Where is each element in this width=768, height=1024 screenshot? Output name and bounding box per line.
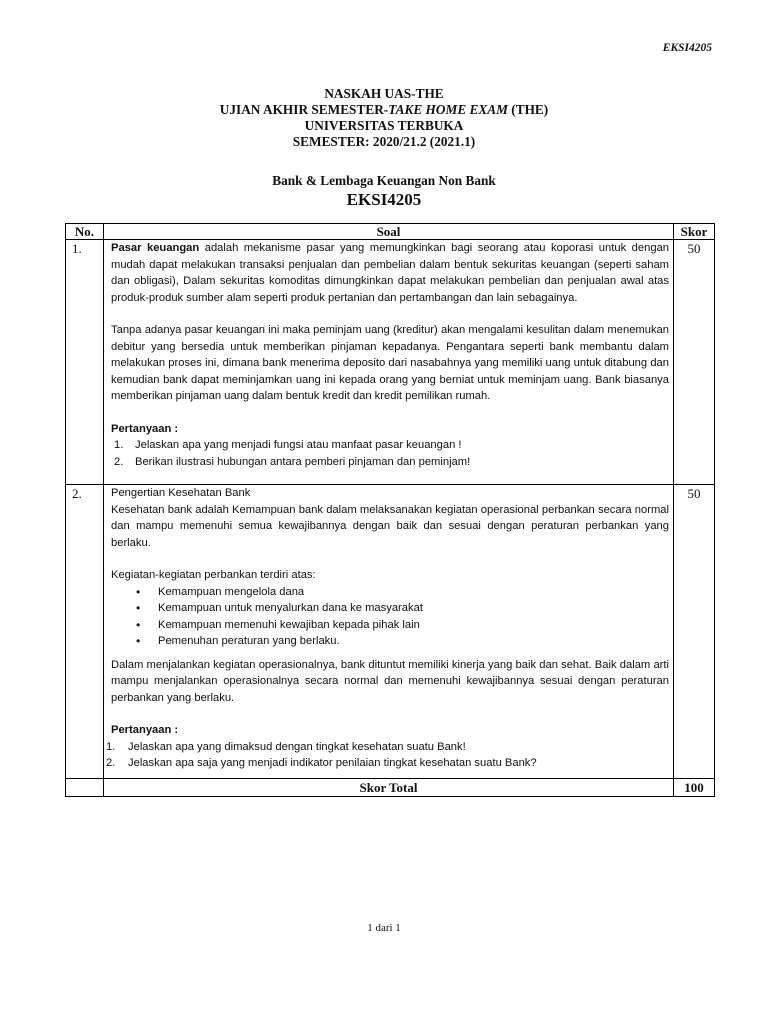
question-score: 50 (674, 240, 715, 485)
course-name: Bank & Lembaga Keuangan Non Bank (272, 173, 496, 188)
question-score: 50 (674, 485, 715, 779)
header-skor: Skor (674, 224, 715, 240)
header-line-2 (0, 102, 768, 118)
list-item-number: 2. (114, 455, 124, 468)
list-item-text: Jelaskan apa yang dimaksud dengan tingkat kesehatan suatu Bank! (128, 740, 466, 753)
header-line-2-italic: TAKE HOME EXAM (388, 102, 508, 117)
question-number: 2. (66, 485, 104, 779)
list-item (106, 755, 669, 772)
exam-table (65, 223, 715, 797)
total-label: Skor Total (104, 778, 674, 796)
list-item (111, 454, 669, 471)
list-item-text: Berikan ilustrasi hubungan antara pemberi pinjaman dan peminjam! (135, 455, 471, 468)
list-item-number: 1. (106, 740, 116, 753)
table-header-row (66, 224, 715, 240)
header-line-4: SEMESTER: 2020/21.2 (2021.1) (292, 134, 476, 149)
header-line-2-prefix: UJIAN AKHIR SEMESTER- (219, 102, 389, 117)
question-number: 1. (66, 240, 104, 485)
list-item-number: 2. (106, 757, 116, 769)
list-item: • Kemampuan mengelola dana (111, 584, 669, 601)
total-row (66, 778, 715, 796)
q1-question-list (111, 437, 669, 470)
list-item (111, 437, 669, 454)
q1-paragraph-1 (111, 240, 669, 306)
list-item-text: Jelaskan apa saja yang menjadi indikator penilaian tingkat kesehatan suatu Bank? (128, 757, 537, 769)
q1-questions-label: Pertanyaan : (111, 422, 179, 435)
header-soal: Soal (104, 224, 674, 240)
q1-p1-text: adalah mekanisme pasar yang memungkinkan bagi seorang atau koporasi untuk dengan mudah dapat melakukan transaksi penjualan dan pembelian dalam bentuk sekuritas keuangan (seperti saham dan obligasi), Dalam sekuritas komoditas dimungkinkan dapat melakukan pembelian dan penjualan awal atas produk-produk sumber alam seperti produk pertanian dan pertambangan dan lain sebagainya. (111, 242, 669, 304)
header-line-3: UNIVERSITAS TERBUKA (304, 118, 464, 133)
question-body-2 (104, 485, 674, 779)
q2-paragraph-2: Dalam menjalankan kegiatan operasionalnya, bank dituntut memiliki kinerja yang baik dan sehat. Baik dalam arti mampu menjalankan operasionalnya secara normal dan memenuhi kewajibannya sesuai dengan peraturan perbankan yang berlaku. (111, 658, 669, 704)
total-value: 100 (674, 778, 715, 796)
page-footer: 1 dari 1 (367, 922, 401, 934)
header-no: No. (66, 224, 104, 240)
document-code: EKSI4205 (662, 42, 712, 54)
list-item: • Kemampuan memenuhi kewajiban kepada pihak lain (111, 617, 669, 634)
list-item-text: Jelaskan apa yang menjadi fungsi atau manfaat pasar keuangan ! (135, 439, 462, 451)
q1-term: Pasar keuangan (111, 242, 200, 254)
list-item-number: 1. (114, 439, 124, 451)
list-item (106, 739, 669, 756)
table-row (66, 240, 715, 485)
q2-questions-label: Pertanyaan : (111, 724, 179, 736)
q2-list-intro: Kegiatan-kegiatan perbankan terdiri atas: (111, 569, 316, 581)
q2-title: Pengertian Kesehatan Bank (111, 487, 251, 499)
question-body-1 (104, 240, 674, 485)
list-item: • Pemenuhan peraturan yang berlaku. (111, 633, 669, 650)
table-row (66, 485, 715, 779)
total-empty-cell (66, 778, 104, 796)
course-code: EKSI4205 (346, 190, 422, 209)
header-line-1: NASKAH UAS-THE (324, 86, 444, 101)
list-item: • Kemampuan untuk menyalurkan dana ke masyarakat (111, 600, 669, 617)
document-header (0, 86, 768, 150)
q2-bullet-list (111, 584, 669, 650)
q2-question-list (106, 739, 669, 772)
header-line-2-suffix: (THE) (507, 102, 549, 117)
q2-paragraph-1: Kesehatan bank adalah Kemampuan bank dalam melaksanakan kegiatan operasional perbankan secara normal dan mampu memenuhi semua kewajibannya dengan baik dan sesuai dengan peraturan perbankan yang berlaku. (111, 503, 669, 549)
q1-paragraph-2: Tanpa adanya pasar keuangan ini maka peminjam uang (kreditur) akan mengalami kesulitan dalam menemukan debitur yang bersedia untuk memberikan pinjaman kepadanya. Pengantara seperti bank membantu dalam melakukan proses ini, dimana bank menerima deposito dari nasabahnya yang memiliki uang untuk ditabung dan kemudian bank dapat meminjamkan uang ini kepada orang yang berniat untuk meminjam uang. Bank biasanya memberikan pinjaman uang dalam bentuk kredit dan kredit pemilikan rumah. (111, 324, 669, 402)
